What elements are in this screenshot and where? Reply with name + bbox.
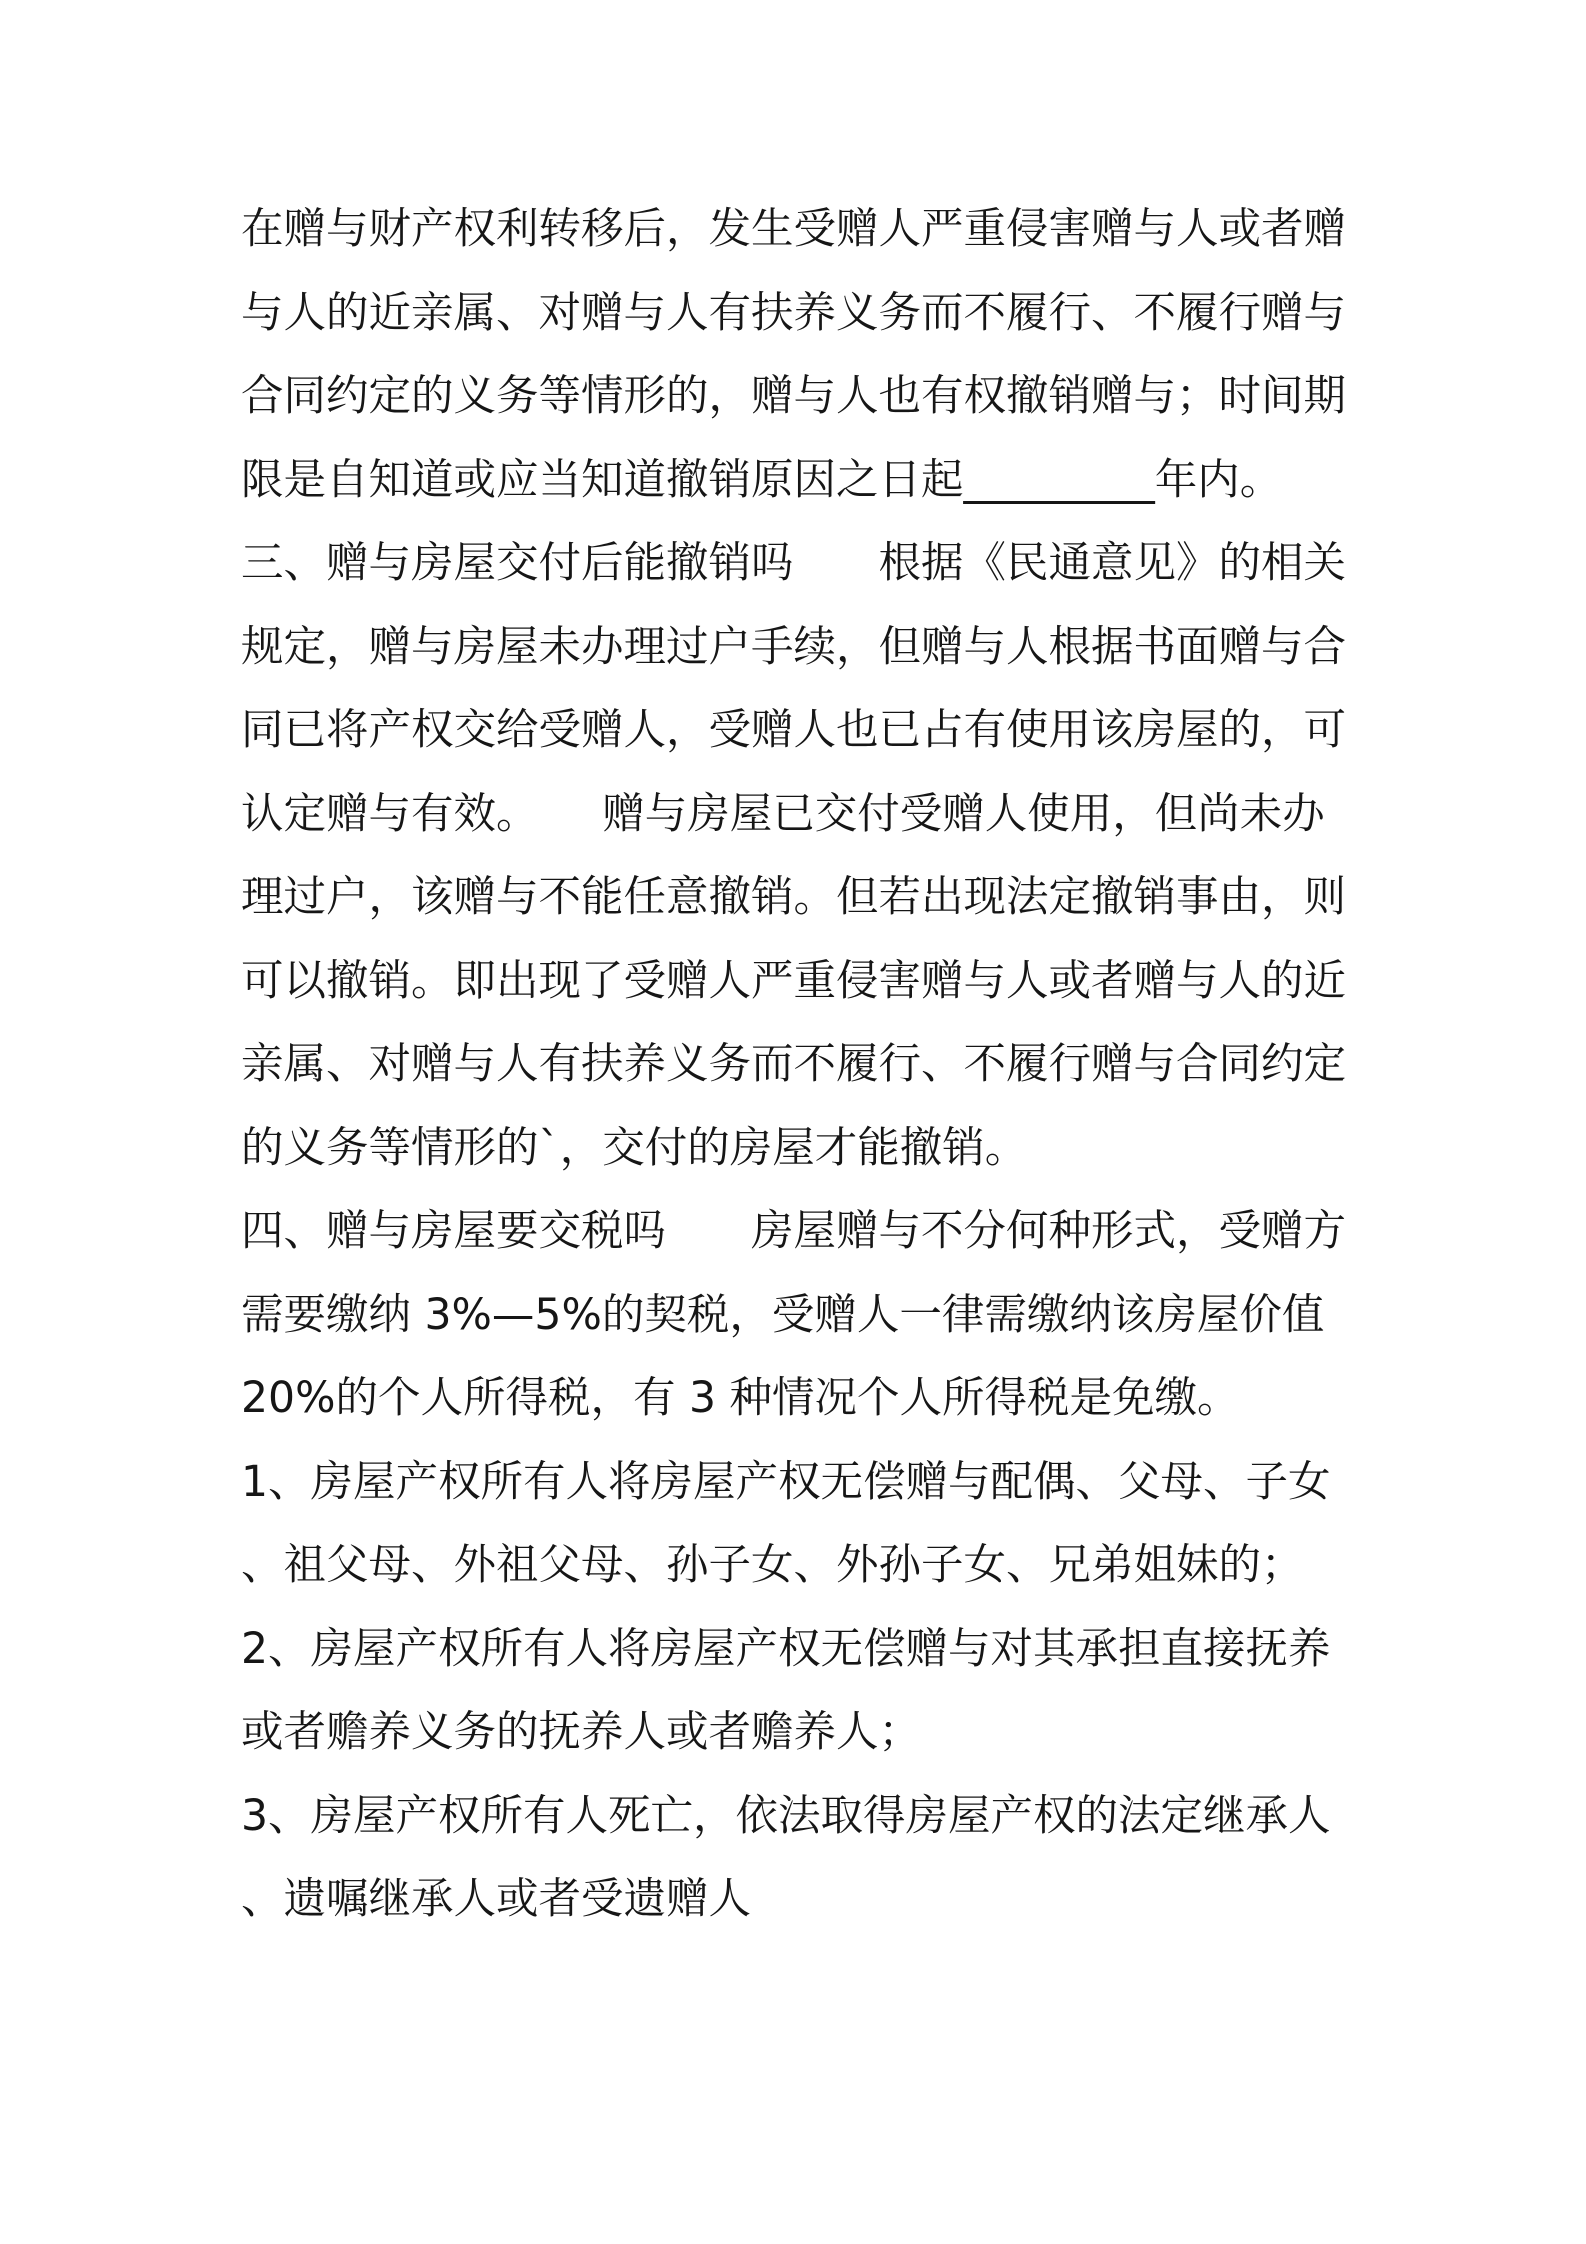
text-line: 亲属、对赠与人有扶养义务而不履行、不履行赠与合同约定 [241, 1040, 1347, 1089]
text-line: 理过户，该赠与不能任意撤销。但若出现法定撤销事由，则 [241, 873, 1347, 922]
section-heading-line: 三、赠与房屋交付后能撤销吗 根据《民通意见》的相关 [241, 539, 1347, 588]
list-item-line: 3、房屋产权所有人死亡，依法取得房屋产权的法定继承人 [241, 1791, 1331, 1841]
text-line: 同已将产权交给受赠人，受赠人也已占有使用该房屋的，可 [241, 706, 1347, 755]
text-line: 需要缴纳 3%—5%的契税，受赠人一律需缴纳该房屋价值 [241, 1290, 1325, 1340]
text-line: 合同约定的义务等情形的，赠与人也有权撤销赠与；时间期 [241, 372, 1347, 421]
text-line: 在赠与财产权利转移后，发生受赠人严重侵害赠与人或者赠 [241, 205, 1347, 254]
section-heading-line: 四、赠与房屋要交税吗 房屋赠与不分何种形式，受赠方 [241, 1207, 1347, 1256]
list-item-line: 、遗嘱继承人或者受遗赠人 [241, 1875, 752, 1924]
body-text [241, 188, 1391, 1942]
text-line: 限是自知道或应当知道撤销原因之日起_________年内。 [241, 455, 1283, 505]
text-line: 20%的个人所得税，有 3 种情况个人所得税是免缴。 [241, 1374, 1240, 1423]
text-line: 与人的近亲属、对赠与人有扶养义务而不履行、不履行赠与 [241, 288, 1347, 338]
list-item-line: 或者赡养义务的抚养人或者赡养人； [241, 1708, 922, 1757]
text-line: 认定赠与有效。 赠与房屋已交付受赠人使用，但尚未办 [241, 789, 1325, 839]
text-line: 可以撤销。即出现了受赠人严重侵害赠与人或者赠与人的近 [241, 956, 1347, 1006]
list-item-line: 2、房屋产权所有人将房屋产权无偿赠与对其承担直接抚养 [241, 1624, 1331, 1674]
text-line: 的义务等情形的`，交付的房屋才能撤销。 [241, 1123, 1028, 1173]
list-item-line: 、祖父母、外祖父母、孙子女、外孙子女、兄弟姐妹的； [241, 1541, 1304, 1590]
text-line: 规定，赠与房屋未办理过户手续，但赠与人根据书面赠与合 [241, 622, 1347, 672]
list-item-line: 1、房屋产权所有人将房屋产权无偿赠与配偶、父母、子女 [241, 1457, 1331, 1507]
